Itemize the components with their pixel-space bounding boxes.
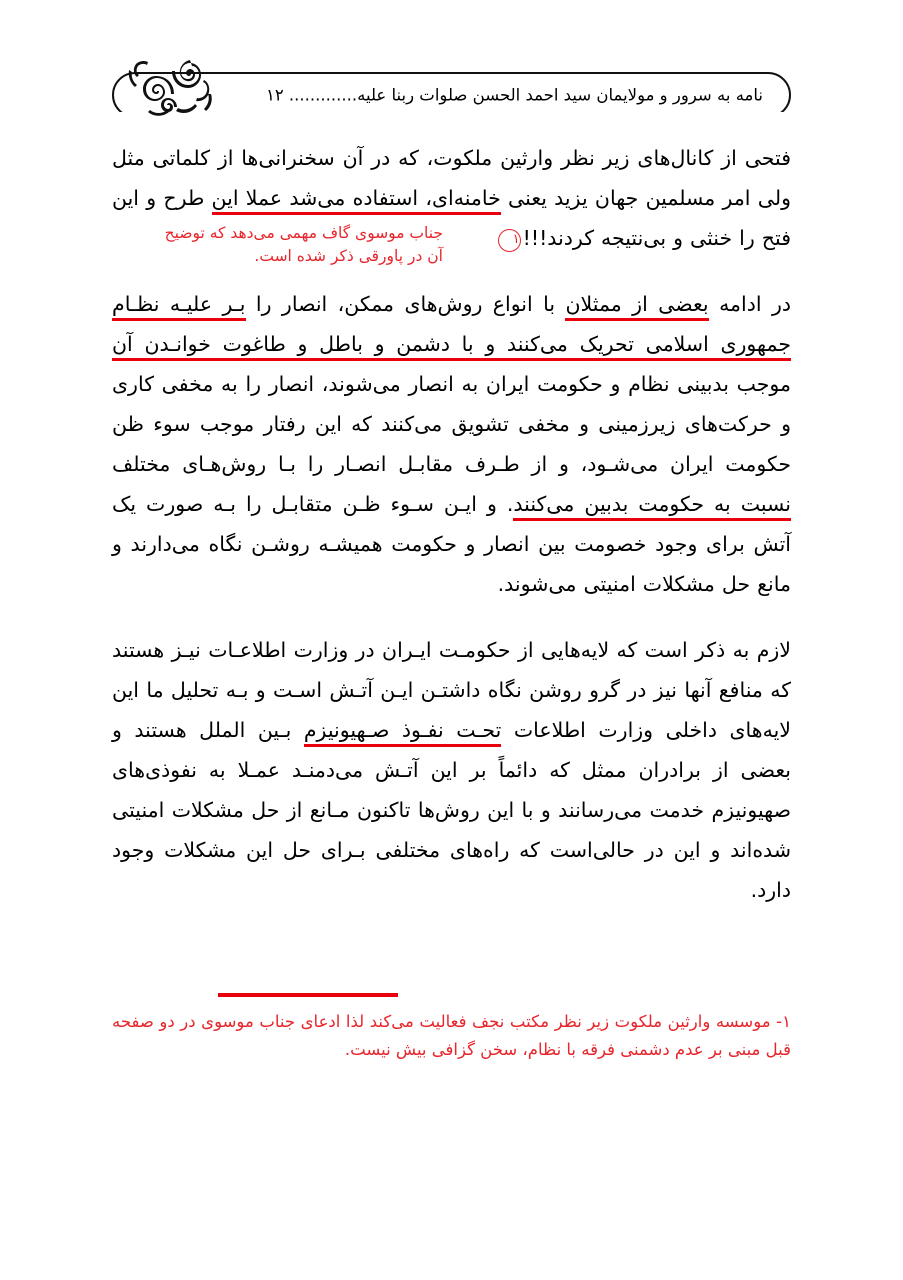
header-running-title: نامه به سرور و مولایمان سید احمد الحسن صلوات ربنا علیه............. ۱۲: [265, 85, 763, 105]
running-header: [112, 72, 791, 118]
para3-seg-underlined-1: تحـت نفـوذ صـهیونیزم: [304, 718, 501, 747]
para3-seg-plain-1: لازم به ذکر است که لایه‌هایی از حکومـت ایـران در وزارت اطلاعـات نیـز هستند که منافع آنها نیز در گرو روشن نگاه داشتـن ایـن آتـش اسـت و بـه تحلیل ما این لایه‌های داخلی وزارت اطلاعات: [112, 638, 791, 742]
paragraph-3: [112, 630, 791, 910]
para2-seg-plain-3: موجب بدبینی نظام و حکومت ایران به انصار می‌شوند، انصار را به مخفی کاری و حرکت‌های زیرزمینی و مخفی تشویق می‌کنند که این رفتار موجب سوء ظن حکومت ایران می‌شـود، و از طـرف مقابـل انصـار را بـا روش‌هـای مختلف: [112, 372, 791, 476]
margin-annotation-1: جناب موسوی گاف مهمی می‌دهد که توضیح آن در پاورقی ذکر شده است.: [164, 224, 443, 265]
para1-seg-plain-2: طرح و این فتح را خنثی و بی‌نتیجه کردند!!!: [112, 186, 791, 250]
para1-seg-plain-1: فتحی از کانال‌های زیر نظر وارثین ملکوت، که در آن سخنرانی‌ها از کلماتی مثل ولی امر مسلمین جهان یزید یعنی: [112, 146, 791, 210]
para2-seg-underlined-3: نسبت به حکومت بدبین می‌کنند: [513, 492, 791, 521]
red-rule-separator: [218, 993, 398, 997]
para2-seg-plain-1: در ادامه: [708, 292, 791, 316]
paragraph-2: [112, 284, 791, 604]
footnote-text: ۱- موسسه وارثین ملکوت زیر نظر مکتب نجف فعالیت می‌کند لذا ادعای جناب موسوی در دو صفحه قبل مبنی بر عدم دشمنی فرقه با نظام، سخن گزافی بیش نیست.: [112, 1012, 791, 1059]
para2-seg-underlined-2: بـر علیـه نظـام جمهوری اسلامی تحریک می‌کنند و با دشمن و باطل و طاغوت خوانـدن آن: [112, 292, 791, 361]
para2-seg-underlined-1: بعضی از ممثلان: [565, 292, 708, 321]
para3-seg-plain-2: بـین الملل هستند و بعضی از برادران ممثل که دائماً بر این آتـش می‌دمنـد عمـلا به نفوذی‌های صهیونیزم خدمت می‌رسانند و با این روش‌ها تاکنون مـانع از حل مشکلات امنیتی شده‌اند و این در حالی‌است که راه‌های مختلفی بـرای حل این مشکلات وجود دارد.: [112, 718, 791, 902]
para2-seg-plain-4: . و ایـن سـوء ظـن متقابـل را بـه صورت یک آتش برای وجود خصومت بین انصار و حکومت همیشـه روشـن نگاه می‌دارند و مانع حل مشکلات امنیتی می‌شوند.: [112, 492, 791, 596]
footnote-marker-1[interactable]: ۱: [498, 229, 521, 252]
para2-seg-plain-2: با انواع روش‌های ممکن، انصار را: [245, 292, 566, 316]
para1-seg-underlined-1: خامنه‌ای، استفاده می‌شد عملا این: [212, 186, 501, 215]
